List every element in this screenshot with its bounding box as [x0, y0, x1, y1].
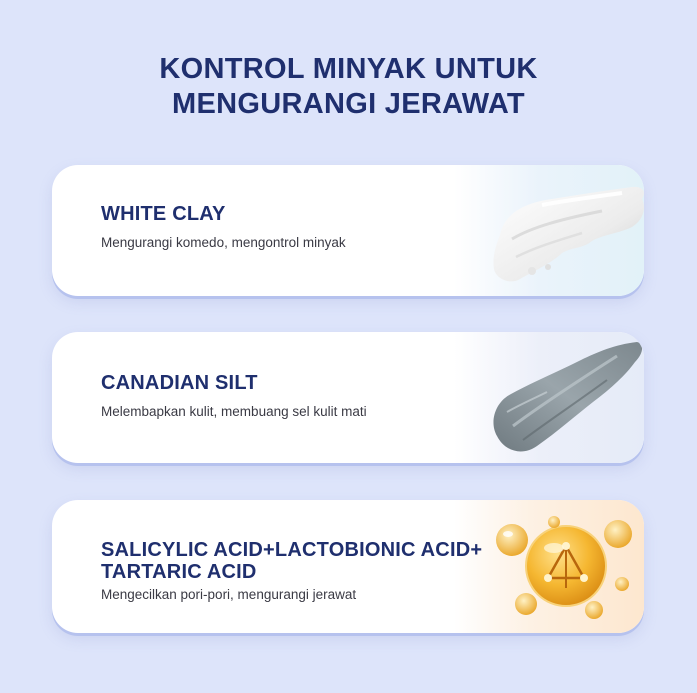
- ingredient-heading: CANADIAN SILT: [101, 372, 258, 394]
- ingredient-heading-line-1: SALICYLIC ACID+LACTOBIONIC ACID+: [101, 539, 483, 561]
- ingredient-description: Mengurangi komedo, mengontrol minyak: [101, 235, 346, 250]
- page-title: [0, 52, 697, 122]
- ingredient-card-acids: [52, 500, 644, 633]
- page-title-line-2: MENGURANGI JERAWAT: [172, 88, 525, 120]
- page-title-line-1: KONTROL MINYAK UNTUK: [159, 53, 538, 85]
- acid-serum-drops-icon: [482, 504, 642, 628]
- ingredient-heading: WHITE CLAY: [101, 203, 226, 225]
- ingredient-card-canadian-silt: [52, 332, 644, 463]
- ingredient-description: Mengecilkan pori-pori, mengurangi jerawat: [101, 587, 357, 602]
- ingredient-heading: [101, 539, 482, 583]
- ingredient-description: Melembapkan kulit, membuang sel kulit mati: [101, 404, 367, 419]
- ingredient-heading-line-2: TARTARIC ACID: [101, 561, 257, 583]
- ingredient-card-white-clay: [52, 165, 644, 296]
- white-clay-swatch-icon: [482, 175, 644, 290]
- canadian-silt-swatch-icon: [477, 336, 644, 460]
